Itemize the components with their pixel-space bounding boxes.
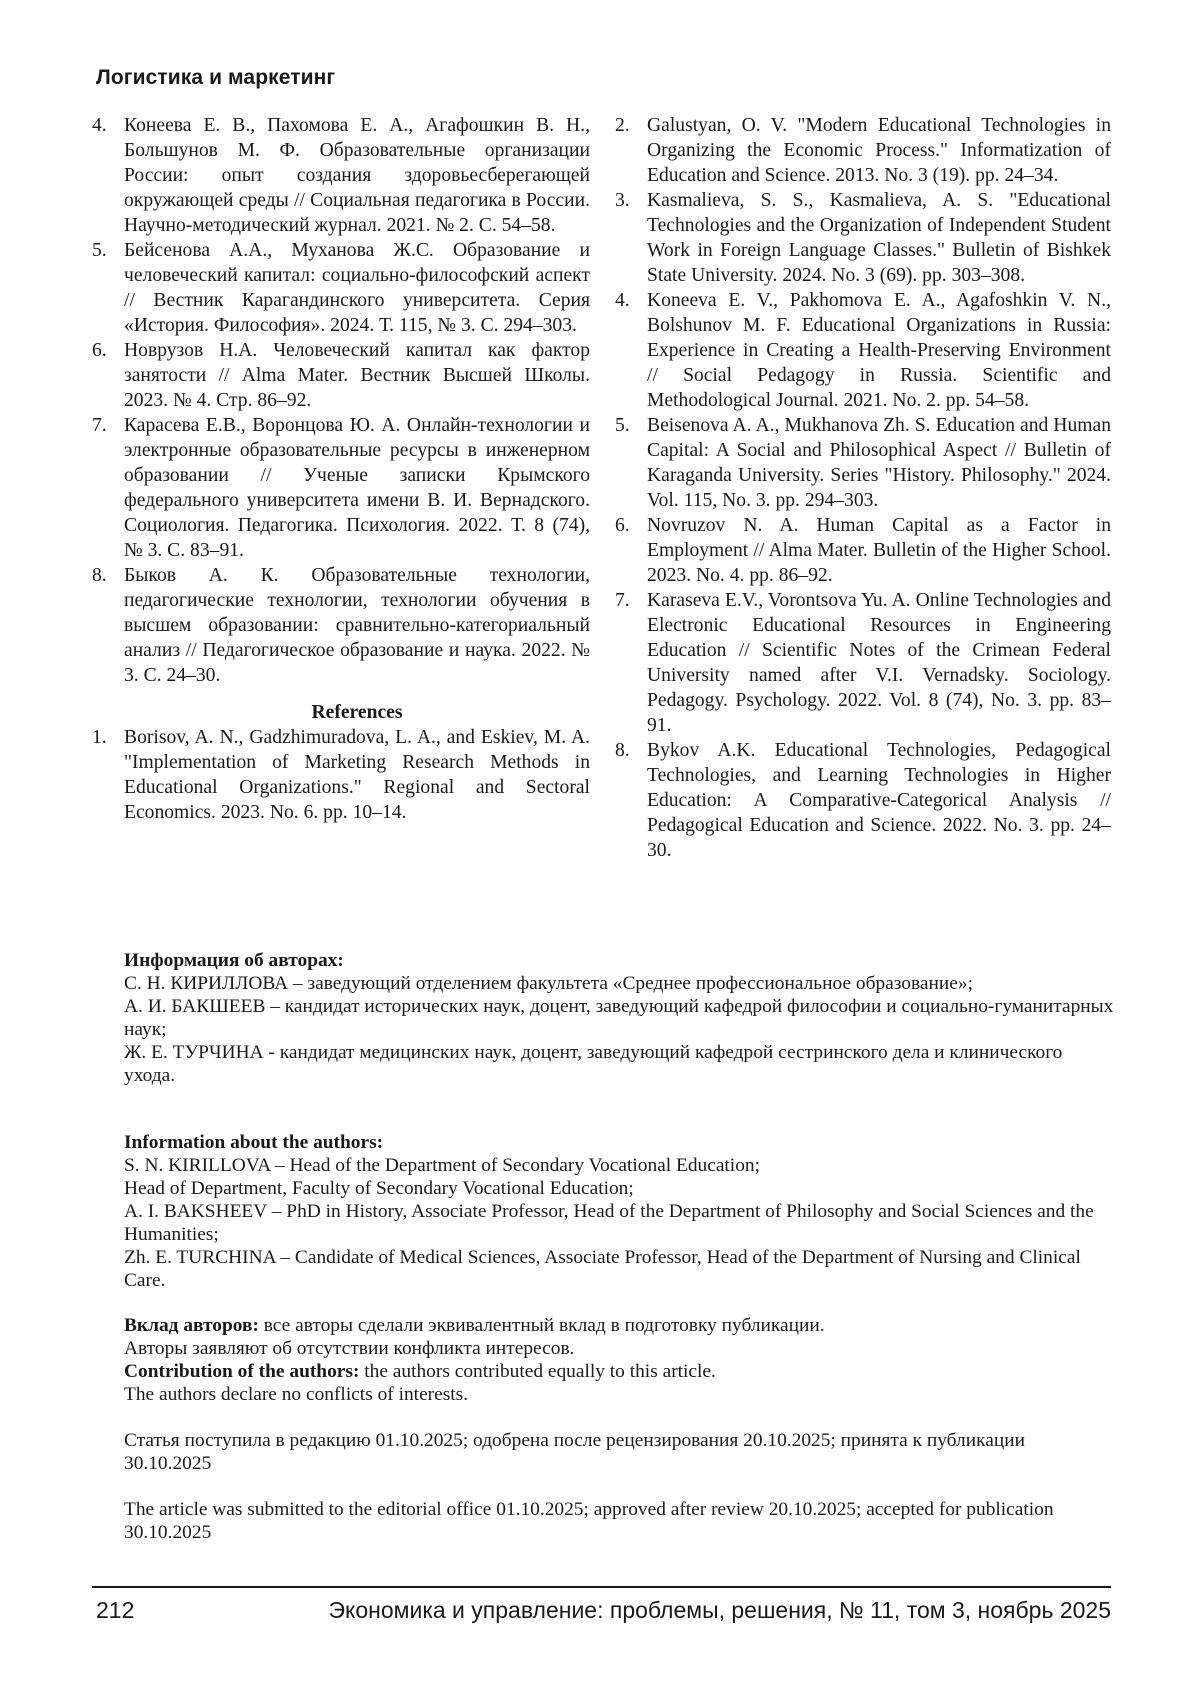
reference-number: 7.	[92, 415, 107, 436]
contribution-text-en: the authors contributed equally to this article.	[359, 1361, 716, 1382]
right-column	[615, 113, 1111, 863]
dates-text-ru: Статья поступила в редакцию 01.10.2025; одобрена после рецензирования 20.10.2025; принята к публикации 30.10.2025	[124, 1430, 1025, 1474]
contribution-ru	[124, 1314, 1114, 1337]
reference-text: Быков А. К. Образовательные технологии, педагогические технологии, технологии обучения в высшем образовании: сравнительно-категориальный анализ // Педагогическое образование и наука. 2022. № 3. С. 24–30.	[124, 565, 590, 686]
reference-number: 1.	[92, 727, 107, 748]
reference-number: 2.	[615, 115, 630, 136]
reference-text: Borisov, A. N., Gadzhimuradova, L. A., and Eskiev, M. A. "Implementation of Marketing Research Methods in Educational Organizations." Regional and Sectoral Economics. 2023. No. 6. pp. 10–14.	[124, 727, 590, 823]
authors-heading-ru: Информация об авторах:	[124, 950, 344, 971]
author-line: С. Н. КИРИЛЛОВА – заведующий отделением факультета «Среднее профессиональное образование»;	[124, 973, 973, 994]
reference-text: Бейсенова А.А., Муханова Ж.С. Образование и человеческий капитал: социально-философский аспект // Вестник Карагандинского университета. Серия «История. Философия». 2024. Т. 115, № 3. С. 294–303.	[124, 240, 590, 336]
reference-item	[615, 588, 1111, 738]
reference-item	[92, 563, 590, 688]
reference-item	[615, 738, 1111, 863]
page-number: 212	[96, 1597, 135, 1623]
reference-item	[92, 238, 590, 338]
reference-number: 5.	[615, 415, 630, 436]
left-column	[92, 113, 590, 825]
contribution-label-en: Contribution of the authors:	[124, 1361, 360, 1382]
footer-divider	[92, 1586, 1111, 1588]
reference-text: Karaseva E.V., Vorontsova Yu. A. Online Technologies and Electronic Educational Resources in Engineering Education // Scientific Notes of the Crimean Federal University named after V.I. Vernadsky. Sociology. Pedagogy. Psychology. 2022. Vol. 8 (74), No. 3. pp. 83–91.	[647, 590, 1111, 736]
journal-citation: Экономика и управление: проблемы, решения, № 11, том 3, ноябрь 2025	[328, 1597, 1111, 1623]
reference-number: 8.	[615, 740, 630, 761]
author-line: Zh. E. TURCHINA – Candidate of Medical Sciences, Associate Professor, Head of the Department of Nursing and Clinical Care.	[124, 1247, 1081, 1291]
reference-number: 7.	[615, 590, 630, 611]
conflict-statement-en: The authors declare no conflicts of interests.	[124, 1384, 469, 1405]
authors-info-en	[124, 1131, 1114, 1292]
submission-dates-en	[124, 1498, 1114, 1544]
reference-text: Конеева Е. В., Пахомова Е. А., Агафошкин В. Н., Большунов М. Ф. Образовательные организации России: опыт создания здоровьесберегающей окружающей среды // Социальная педагогика в России. Научно-методический журнал. 2021. № 2. С. 54–58.	[124, 115, 590, 236]
reference-number: 4.	[92, 115, 107, 136]
en-reference-list	[92, 725, 590, 825]
reference-text: Карасева Е.В., Воронцова Ю. А. Онлайн-технологии и электронные образовательные ресурсы в инженерном образовании // Ученые записки Крымского федерального университета имени В. И. Вернадского. Социология. Педагогика. Психология. 2022. Т. 8 (74), № 3. С. 83–91.	[124, 415, 590, 561]
ru-reference-list	[92, 113, 590, 688]
reference-item	[615, 188, 1111, 288]
reference-number: 6.	[92, 340, 107, 361]
dates-text-en: The article was submitted to the editorial office 01.10.2025; approved after review 20.10.2025; accepted for publication 30.10.2025	[124, 1499, 1054, 1543]
reference-number: 8.	[92, 565, 107, 586]
conflict-statement-ru: Авторы заявляют об отсутствии конфликта интересов.	[124, 1338, 575, 1359]
contribution-en	[124, 1360, 1114, 1383]
reference-text: Galustyan, O. V. "Modern Educational Technologies in Organizing the Economic Process." Informatization of Education and Science. 2013. No. 3 (19). pp. 24–34.	[647, 115, 1111, 186]
contribution-block	[124, 1314, 1114, 1406]
en-reference-list-continued	[615, 113, 1111, 863]
reference-item	[92, 725, 590, 825]
author-line: А. И. БАКШЕЕВ – кандидат исторических наук, доцент, заведующий кафедрой философии и социально-гуманитарных наук;	[124, 996, 1114, 1040]
reference-item	[92, 113, 590, 238]
submission-dates-ru	[124, 1429, 1114, 1475]
reference-text: Bykov A.K. Educational Technologies, Pedagogical Technologies, and Learning Technologies in Higher Education: A Comparative-Categorical Analysis // Pedagogical Education and Science. 2022. No. 3. pp. 24–30.	[647, 740, 1111, 861]
section-title: Логистика и маркетинг	[96, 66, 336, 89]
reference-text: Beisenova A. A., Mukhanova Zh. S. Education and Human Capital: A Social and Philosophical Aspect // Bulletin of Karaganda University. Series "History. Philosophy." 2024. Vol. 115, No. 3. pp. 294–303.	[647, 415, 1111, 511]
author-line: A. I. BAKSHEEV – PhD in History, Associate Professor, Head of the Department of Philosophy and Social Sciences and the Humanities;	[124, 1201, 1094, 1245]
reference-item	[92, 338, 590, 413]
reference-item	[615, 513, 1111, 588]
reference-text: Kasmalieva, S. S., Kasmalieva, A. S. "Educational Technologies and the Organization of Independent Student Work in Foreign Language Classes." Bulletin of Bishkek State University. 2024. No. 3 (69). pp. 303–308.	[647, 190, 1111, 286]
reference-text: Koneeva E. V., Pakhomova E. A., Agafoshkin V. N., Bolshunov M. F. Educational Organizations in Russia: Experience in Creating a Health-Preserving Environment // Social Pedagogy in Russia. Scientific and Methodological Journal. 2021. No. 2. pp. 54–58.	[647, 290, 1111, 411]
reference-item	[615, 288, 1111, 413]
reference-item	[92, 413, 590, 563]
authors-heading-en: Information about the authors:	[124, 1132, 384, 1153]
contribution-text-ru: все авторы сделали эквивалентный вклад в подготовку публикации.	[258, 1315, 825, 1336]
reference-item	[615, 413, 1111, 513]
reference-item	[615, 113, 1111, 188]
reference-number: 4.	[615, 290, 630, 311]
author-line: Head of Department, Faculty of Secondary Vocational Education;	[124, 1178, 634, 1199]
authors-info-ru	[124, 949, 1114, 1087]
contribution-label-ru: Вклад авторов:	[124, 1315, 259, 1336]
reference-text: Novruzov N. A. Human Capital as a Factor in Employment // Alma Mater. Bulletin of the Higher School. 2023. No. 4. pp. 86–92.	[647, 515, 1111, 586]
author-line: S. N. KIRILLOVA – Head of the Department of Secondary Vocational Education;	[124, 1155, 760, 1176]
references-heading: References	[311, 702, 403, 723]
reference-number: 3.	[615, 190, 630, 211]
reference-text: Новрузов Н.А. Человеческий капитал как фактор занятости // Alma Mater. Вестник Высшей Школы. 2023. № 4. Стр. 86–92.	[124, 340, 590, 411]
reference-number: 5.	[92, 240, 107, 261]
author-line: Ж. Е. ТУРЧИНА - кандидат медицинских наук, доцент, заведующий кафедрой сестринского дела и клинического ухода.	[124, 1042, 1063, 1086]
reference-number: 6.	[615, 515, 630, 536]
